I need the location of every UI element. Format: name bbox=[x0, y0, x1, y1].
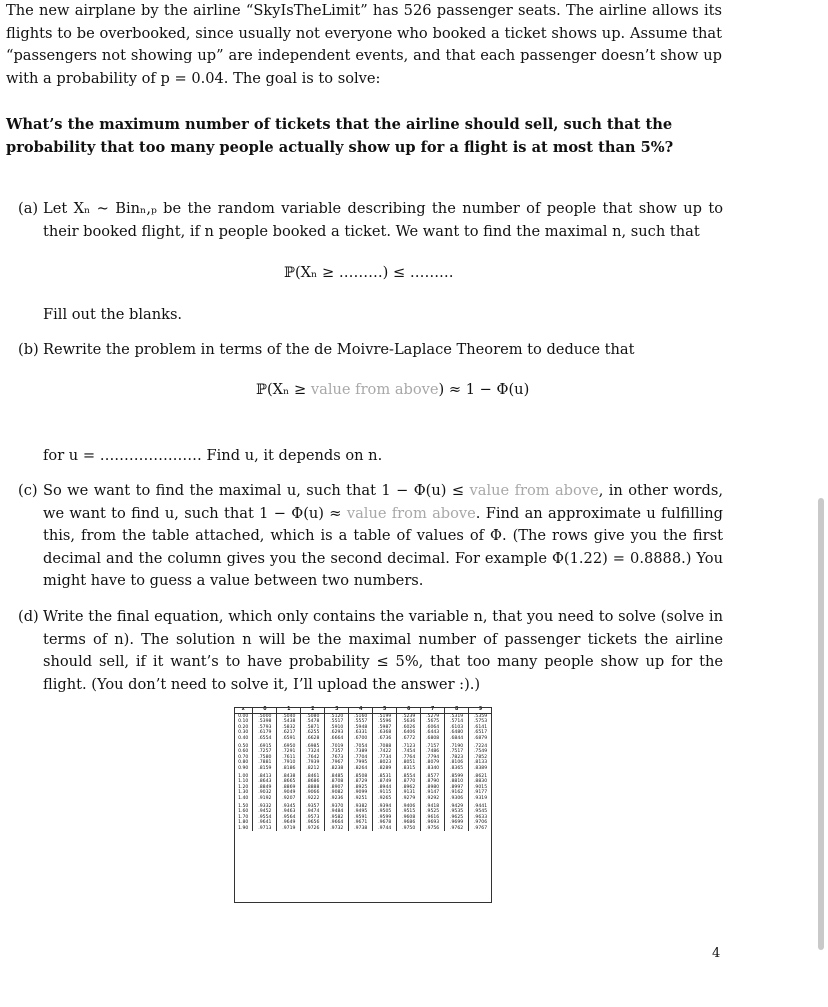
phi-table-cell: .9525 bbox=[421, 809, 445, 815]
phi-table-cell: .8485 bbox=[325, 772, 349, 780]
phi-table-cell: .9418 bbox=[421, 802, 445, 810]
phi-row-header: 0.70 bbox=[238, 754, 249, 760]
phi-table-cell: .6141 bbox=[469, 725, 492, 731]
phi-table-cell: .9699 bbox=[445, 820, 469, 826]
phi-table-cell: .5948 bbox=[349, 725, 373, 731]
phi-table-cell: .9616 bbox=[421, 815, 445, 821]
phi-table-cell: .8315 bbox=[397, 766, 421, 772]
phi-table-row bbox=[234, 772, 492, 780]
phi-table-cell: .6517 bbox=[469, 730, 492, 736]
phi-table-cell: .9484 bbox=[325, 809, 349, 815]
phi-table-cell: .9015 bbox=[469, 785, 492, 791]
phi-table-cell: .8051 bbox=[397, 760, 421, 766]
phi-table-cell: .9767 bbox=[469, 826, 492, 832]
phi-table-cell: .9564 bbox=[277, 815, 301, 821]
phi-table-cell: .9515 bbox=[397, 809, 421, 815]
phi-table-cell: .8531 bbox=[373, 772, 397, 780]
phi-table-cell: .8159 bbox=[253, 766, 277, 772]
part-b-for-u-prefix: for u = ………………… bbox=[43, 447, 207, 464]
phi-table-cell: .6950 bbox=[277, 742, 301, 750]
phi-table-cell: .8944 bbox=[373, 785, 397, 791]
part-c-text bbox=[43, 480, 723, 593]
phi-table-cell: .5239 bbox=[397, 713, 421, 719]
phi-table-cell: .9732 bbox=[325, 826, 349, 832]
phi-table-cell: .9370 bbox=[325, 802, 349, 810]
phi-table-cell: .9554 bbox=[253, 815, 277, 821]
phi-table-cell: .9406 bbox=[397, 802, 421, 810]
page-number: 4 bbox=[712, 946, 721, 961]
phi-table-cell: .9162 bbox=[445, 790, 469, 796]
phi-table-cell: .9192 bbox=[253, 796, 277, 802]
phi-table-cell: .9762 bbox=[445, 826, 469, 832]
phi-table-cell: .8830 bbox=[469, 779, 492, 785]
phi-row-header: 1.00 bbox=[238, 773, 249, 779]
phi-table-cell: .9750 bbox=[397, 826, 421, 832]
phi-table-cell: .9099 bbox=[349, 790, 373, 796]
phi-table-cell: .6406 bbox=[397, 730, 421, 736]
phi-table-cell: .9625 bbox=[445, 815, 469, 821]
part-a-fill-instruction: Fill out the blanks. bbox=[43, 306, 183, 323]
phi-table-cell: .8907 bbox=[325, 785, 349, 791]
phi-col-header: 1 bbox=[277, 707, 301, 713]
phi-table-cell: .5478 bbox=[301, 719, 325, 725]
phi-row-header: 1.50 bbox=[238, 803, 249, 809]
phi-table-cell: .6772 bbox=[397, 736, 421, 742]
phi-table-cell: .8554 bbox=[397, 772, 421, 780]
phi-table-corner: x bbox=[234, 707, 253, 713]
main-question: What’s the maximum number of tickets that the airline should sell, such that the probability that too many people actually show up for a flight is at most than 5%? bbox=[6, 116, 674, 156]
phi-table-cell: .9265 bbox=[373, 796, 397, 802]
phi-table-cell: .9474 bbox=[301, 809, 325, 815]
phi-table-cell: .8869 bbox=[277, 785, 301, 791]
part-c-text-1: So we want to find the maximal u, such that 1 − Φ(u) ≤ bbox=[43, 482, 470, 499]
phi-table-cell: .8770 bbox=[397, 779, 421, 785]
phi-row-header: 1.40 bbox=[238, 795, 249, 801]
phi-table-cell: .7704 bbox=[349, 755, 373, 761]
phi-table-cell: .9719 bbox=[277, 826, 301, 832]
phi-col-header: 3 bbox=[325, 707, 349, 713]
phi-table-cell: .9706 bbox=[469, 820, 492, 826]
phi-row-header: 1.30 bbox=[238, 790, 249, 796]
phi-table-cell: .5714 bbox=[445, 719, 469, 725]
phi-table-cell: .7852 bbox=[469, 755, 492, 761]
phi-row-header: 0.00 bbox=[238, 713, 249, 719]
phi-row-header: 0.80 bbox=[238, 760, 249, 766]
phi-table-cell: .7291 bbox=[277, 749, 301, 755]
phi-table-cell: .7910 bbox=[277, 760, 301, 766]
phi-table-row bbox=[234, 826, 492, 832]
phi-table-cell: .7054 bbox=[349, 742, 373, 750]
phi-table-cell: .8888 bbox=[301, 785, 325, 791]
phi-table-cell: .9452 bbox=[253, 809, 277, 815]
phi-table-row bbox=[234, 802, 492, 810]
phi-table-cell: .7549 bbox=[469, 749, 492, 755]
part-b-formula-right: ) ≈ 1 − Φ(u) bbox=[438, 381, 530, 398]
phi-table-cell: .9332 bbox=[253, 802, 277, 810]
phi-table-cell: .9032 bbox=[253, 790, 277, 796]
phi-table-cell: .8079 bbox=[421, 760, 445, 766]
intro-paragraph: The new airplane by the airline “SkyIsTheLimit” has 526 passenger seats. The airline allows its flights to be overbooked, since usually not everyone who booked a ticket shows up. Assume that “passengers not showing up” are independent events, and that each passenger doesn’t show up with a probability of p = 0.04. The goal is to solve: bbox=[6, 2, 722, 87]
phi-table-cell: .9693 bbox=[421, 820, 445, 826]
phi-table-cell: .5398 bbox=[253, 719, 277, 725]
phi-table-cell: .6293 bbox=[325, 730, 349, 736]
phi-table-cell: .5636 bbox=[397, 719, 421, 725]
phi-table-cell: .9292 bbox=[421, 796, 445, 802]
phi-table-cell: .5080 bbox=[301, 713, 325, 719]
phi-table-cell: .9713 bbox=[253, 826, 277, 832]
phi-table-cell: .7823 bbox=[445, 755, 469, 761]
phi-table-cell: .8790 bbox=[421, 779, 445, 785]
phi-table-cell: .8810 bbox=[445, 779, 469, 785]
phi-table-cell: .8708 bbox=[325, 779, 349, 785]
phi-col-header: 9 bbox=[469, 707, 492, 713]
phi-table-cell: .5120 bbox=[325, 713, 349, 719]
phi-table-cell: .8729 bbox=[349, 779, 373, 785]
phi-table-cell: .8438 bbox=[277, 772, 301, 780]
phi-table-cell: .9608 bbox=[397, 815, 421, 821]
phi-table-cell: .8289 bbox=[373, 766, 397, 772]
phi-col-header: 5 bbox=[373, 707, 397, 713]
part-b-formula-faded: value from above bbox=[310, 381, 439, 398]
part-b-formula-left: ℙ(Xₙ ≥ bbox=[256, 381, 311, 398]
phi-table-cell: .5000 bbox=[253, 713, 277, 719]
phi-table-cell: .9251 bbox=[349, 796, 373, 802]
phi-table-cell: .5279 bbox=[421, 713, 445, 719]
phi-table-cell: .9115 bbox=[373, 790, 397, 796]
phi-col-header: 4 bbox=[349, 707, 373, 713]
part-c-faded-2: value from above bbox=[346, 504, 476, 522]
phi-table-cell: .9177 bbox=[469, 790, 492, 796]
phi-table-cell: .6879 bbox=[469, 736, 492, 742]
phi-table-cell: .6736 bbox=[373, 736, 397, 742]
phi-table-cell: .9599 bbox=[373, 815, 397, 821]
phi-table-cell: .9641 bbox=[253, 820, 277, 826]
phi-row-header: 0.30 bbox=[238, 730, 249, 736]
phi-table-cell: .9686 bbox=[397, 820, 421, 826]
phi-table-cell: .9582 bbox=[325, 815, 349, 821]
phi-table-cell: .9738 bbox=[349, 826, 373, 832]
phi-table-cell: .9505 bbox=[373, 809, 397, 815]
phi-table-cell: .7995 bbox=[349, 760, 373, 766]
phi-col-header: 6 bbox=[397, 707, 421, 713]
phi-table-cell: .6179 bbox=[253, 730, 277, 736]
phi-table-cell: .7157 bbox=[421, 742, 445, 750]
phi-table-cell: .6103 bbox=[445, 725, 469, 731]
phi-table-cell: .5910 bbox=[325, 725, 349, 731]
phi-table-cell: .9671 bbox=[349, 820, 373, 826]
phi-row-header: 1.80 bbox=[238, 820, 249, 826]
phi-table-cell: .7088 bbox=[373, 742, 397, 750]
phi-table-cell: .6554 bbox=[253, 736, 277, 742]
phi-table-cell: .5793 bbox=[253, 725, 277, 731]
phi-table-cell: .5438 bbox=[277, 719, 301, 725]
phi-row-header: 1.20 bbox=[238, 784, 249, 790]
phi-col-header: 8 bbox=[445, 707, 469, 713]
phi-table-cell: .8980 bbox=[421, 785, 445, 791]
phi-table-cell: .9495 bbox=[349, 809, 373, 815]
part-a-formula: ℙ(Xₙ ≥ ………) ≤ ……… bbox=[284, 264, 454, 281]
phi-row-header: 0.40 bbox=[238, 735, 249, 741]
phi-table-cell: .9756 bbox=[421, 826, 445, 832]
phi-table-cell: .8925 bbox=[349, 785, 373, 791]
part-d-label: (d) bbox=[18, 608, 39, 625]
phi-table-cell: .6368 bbox=[373, 730, 397, 736]
phi-row-header: 0.20 bbox=[238, 724, 249, 730]
phi-table-cell: .8413 bbox=[253, 772, 277, 780]
phi-table-cell: .9236 bbox=[325, 796, 349, 802]
phi-table-cell: .8264 bbox=[349, 766, 373, 772]
phi-table-cell: .8212 bbox=[301, 766, 325, 772]
phi-table-cell: .9545 bbox=[469, 809, 492, 815]
phi-table-cell: .5160 bbox=[349, 713, 373, 719]
phi-table-cell: .5753 bbox=[469, 719, 492, 725]
phi-table-cell: .6331 bbox=[349, 730, 373, 736]
phi-table-cell: .7764 bbox=[397, 755, 421, 761]
phi-table-cell: .9207 bbox=[277, 796, 301, 802]
phi-table-cell: .7611 bbox=[277, 755, 301, 761]
part-c-faded-1: value from above bbox=[469, 482, 599, 499]
phi-table-cell: .9441 bbox=[469, 802, 492, 810]
phi-table-cell: .9633 bbox=[469, 815, 492, 821]
phi-table-cell: .5359 bbox=[469, 713, 492, 719]
phi-table-cell: .8133 bbox=[469, 760, 492, 766]
phi-table-cell: .9357 bbox=[301, 802, 325, 810]
phi-table-cell: .8238 bbox=[325, 766, 349, 772]
part-a-text: Let Xₙ ~ Binₙ,ₚ be the random variable describing the number of people that show up to their booked flight, if n people booked a ticket. We want to find the maximal n, such that bbox=[43, 200, 723, 240]
phi-table-cell: .7123 bbox=[397, 742, 421, 750]
phi-table-cell: .8389 bbox=[469, 766, 492, 772]
phi-table-cell: .6628 bbox=[301, 736, 325, 742]
phi-table-cell: .8577 bbox=[421, 772, 445, 780]
phi-row-header: 1.10 bbox=[238, 779, 249, 785]
part-b-formula bbox=[256, 379, 529, 401]
phi-table-cell: .5517 bbox=[325, 719, 349, 725]
phi-col-header: 0 bbox=[253, 707, 277, 713]
phi-table-cell: .5871 bbox=[301, 725, 325, 731]
phi-table-cell: .9049 bbox=[277, 790, 301, 796]
phi-table-cell: .6664 bbox=[325, 736, 349, 742]
part-c-text-3: . Find an approximate u fulfilling this, from the table attached, which is a table of values of Φ. (The rows give you the first decimal and the column gives you the second decimal. For example Φ(1.22) = 0.8888.) You might have to guess a value between two numbers. bbox=[43, 504, 723, 589]
phi-row-header: 1.90 bbox=[238, 825, 249, 831]
phi-table-cell: .8599 bbox=[445, 772, 469, 780]
phi-table-cell: .9394 bbox=[373, 802, 397, 810]
phi-table-cell: .7580 bbox=[253, 755, 277, 761]
phi-table-cell: .9306 bbox=[445, 796, 469, 802]
phi-table-cell: .9726 bbox=[301, 826, 325, 832]
phi-table-cell: .9656 bbox=[301, 820, 325, 826]
phi-table-cell: .9573 bbox=[301, 815, 325, 821]
phi-table-cell: .7967 bbox=[325, 760, 349, 766]
phi-table-cell: .5040 bbox=[277, 713, 301, 719]
phi-table-cell: .9382 bbox=[349, 802, 373, 810]
phi-table-cell: .7939 bbox=[301, 760, 325, 766]
part-b-for-u-line bbox=[43, 445, 382, 467]
phi-table-cell: .7517 bbox=[445, 749, 469, 755]
phi-table-cell: .6700 bbox=[349, 736, 373, 742]
phi-table-body bbox=[234, 713, 492, 831]
phi-col-header: 2 bbox=[301, 707, 325, 713]
phi-table-cell: .8106 bbox=[445, 760, 469, 766]
phi-table-cell: .9147 bbox=[421, 790, 445, 796]
phi-table-cell: .8340 bbox=[421, 766, 445, 772]
phi-table-cell: .7389 bbox=[349, 749, 373, 755]
phi-row-header: 1.60 bbox=[238, 809, 249, 815]
phi-table-cell: .9066 bbox=[301, 790, 325, 796]
phi-table-cell: .6026 bbox=[397, 725, 421, 731]
phi-table-cell: .8665 bbox=[277, 779, 301, 785]
phi-table-cell: .6915 bbox=[253, 742, 277, 750]
phi-table-cell: .7422 bbox=[373, 749, 397, 755]
phi-table-cell: .6844 bbox=[445, 736, 469, 742]
phi-table-cell: .8508 bbox=[349, 772, 373, 780]
phi-row-header: 1.70 bbox=[238, 814, 249, 820]
part-b-label: (b) bbox=[18, 341, 39, 358]
phi-table-cell: .5199 bbox=[373, 713, 397, 719]
phi-table-cell: .9678 bbox=[373, 820, 397, 826]
phi-table-cell: .7190 bbox=[445, 742, 469, 750]
phi-table-cell: .8621 bbox=[469, 772, 492, 780]
phi-table-cell: .9744 bbox=[373, 826, 397, 832]
phi-table-cell: .7642 bbox=[301, 755, 325, 761]
phi-table-cell: .9649 bbox=[277, 820, 301, 826]
phi-value-table bbox=[234, 707, 492, 903]
phi-table-cell: .7324 bbox=[301, 749, 325, 755]
phi-table-cell: .9535 bbox=[445, 809, 469, 815]
phi-table-cell: .7486 bbox=[421, 749, 445, 755]
phi-table-cell: .7224 bbox=[469, 742, 492, 750]
phi-table-cell: .9082 bbox=[325, 790, 349, 796]
phi-table-cell: .6443 bbox=[421, 730, 445, 736]
phi-table-cell: .6255 bbox=[301, 730, 325, 736]
vertical-scrollbar[interactable] bbox=[818, 498, 824, 950]
phi-table-cell: .9279 bbox=[397, 796, 421, 802]
phi-row-header: 0.90 bbox=[238, 765, 249, 771]
phi-row-header: 0.60 bbox=[238, 749, 249, 755]
phi-table-cell: .8023 bbox=[373, 760, 397, 766]
phi-table-cell: .6591 bbox=[277, 736, 301, 742]
phi-table-cell: .9664 bbox=[325, 820, 349, 826]
phi-table-cell: .9345 bbox=[277, 802, 301, 810]
phi-table-cell: .6985 bbox=[301, 742, 325, 750]
part-a-label: (a) bbox=[18, 200, 39, 217]
phi-table-cell: .8962 bbox=[397, 785, 421, 791]
phi-table-cell: .8643 bbox=[253, 779, 277, 785]
phi-row-header: 0.10 bbox=[238, 719, 249, 725]
part-b-for-u-suffix: Find u, it depends on n. bbox=[206, 447, 383, 464]
phi-table-cell: .5832 bbox=[277, 725, 301, 731]
phi-table-cell: .7673 bbox=[325, 755, 349, 761]
part-d-text: Write the final equation, which only contains the variable n, that you need to solve (solve in terms of n). The solution n will be the maximal number of passenger tickets the airline should sell, if it want’s to have probability ≤ 5%, that too many people show up for the flight. (You don’t need to solve it, I’ll upload the answer :).) bbox=[43, 608, 723, 693]
phi-table-cell: .7454 bbox=[397, 749, 421, 755]
phi-table-cell: .9429 bbox=[445, 802, 469, 810]
phi-table-cell: .5557 bbox=[349, 719, 373, 725]
phi-table-cell: .9222 bbox=[301, 796, 325, 802]
phi-table-cell: .8365 bbox=[445, 766, 469, 772]
phi-table-cell: .5319 bbox=[445, 713, 469, 719]
phi-table-cell: .7019 bbox=[325, 742, 349, 750]
phi-table-cell: .8849 bbox=[253, 785, 277, 791]
phi-table-cell: .7734 bbox=[373, 755, 397, 761]
phi-table-cell: .5675 bbox=[421, 719, 445, 725]
phi-table-cell: .6217 bbox=[277, 730, 301, 736]
phi-table-cell: .9463 bbox=[277, 809, 301, 815]
phi-table-cell: .7794 bbox=[421, 755, 445, 761]
phi-row-header: 0.50 bbox=[238, 743, 249, 749]
phi-table-cell: .6480 bbox=[445, 730, 469, 736]
phi-table-cell: .6808 bbox=[421, 736, 445, 742]
phi-table-cell: .5596 bbox=[373, 719, 397, 725]
part-c-text-2: , in other words, we want to find u, such that 1 − Φ(u) ≈ bbox=[43, 482, 723, 522]
phi-table-cell: .8461 bbox=[301, 772, 325, 780]
phi-table-cell: .7357 bbox=[325, 749, 349, 755]
phi-table-cell: .7257 bbox=[253, 749, 277, 755]
phi-table-cell: .9319 bbox=[469, 796, 492, 802]
phi-table-cell: .5987 bbox=[373, 725, 397, 731]
phi-table-cell: .8997 bbox=[445, 785, 469, 791]
phi-table-cell: .8686 bbox=[301, 779, 325, 785]
phi-table-cell: .8186 bbox=[277, 766, 301, 772]
part-c-label: (c) bbox=[18, 482, 38, 499]
part-b-text: Rewrite the problem in terms of the de Moivre-Laplace Theorem to deduce that bbox=[43, 341, 635, 358]
phi-table-cell: .6064 bbox=[421, 725, 445, 731]
phi-table-cell: .9591 bbox=[349, 815, 373, 821]
phi-table-cell: .9131 bbox=[397, 790, 421, 796]
phi-table-cell: .8749 bbox=[373, 779, 397, 785]
phi-table-cell: .7881 bbox=[253, 760, 277, 766]
phi-col-header: 7 bbox=[421, 707, 445, 713]
